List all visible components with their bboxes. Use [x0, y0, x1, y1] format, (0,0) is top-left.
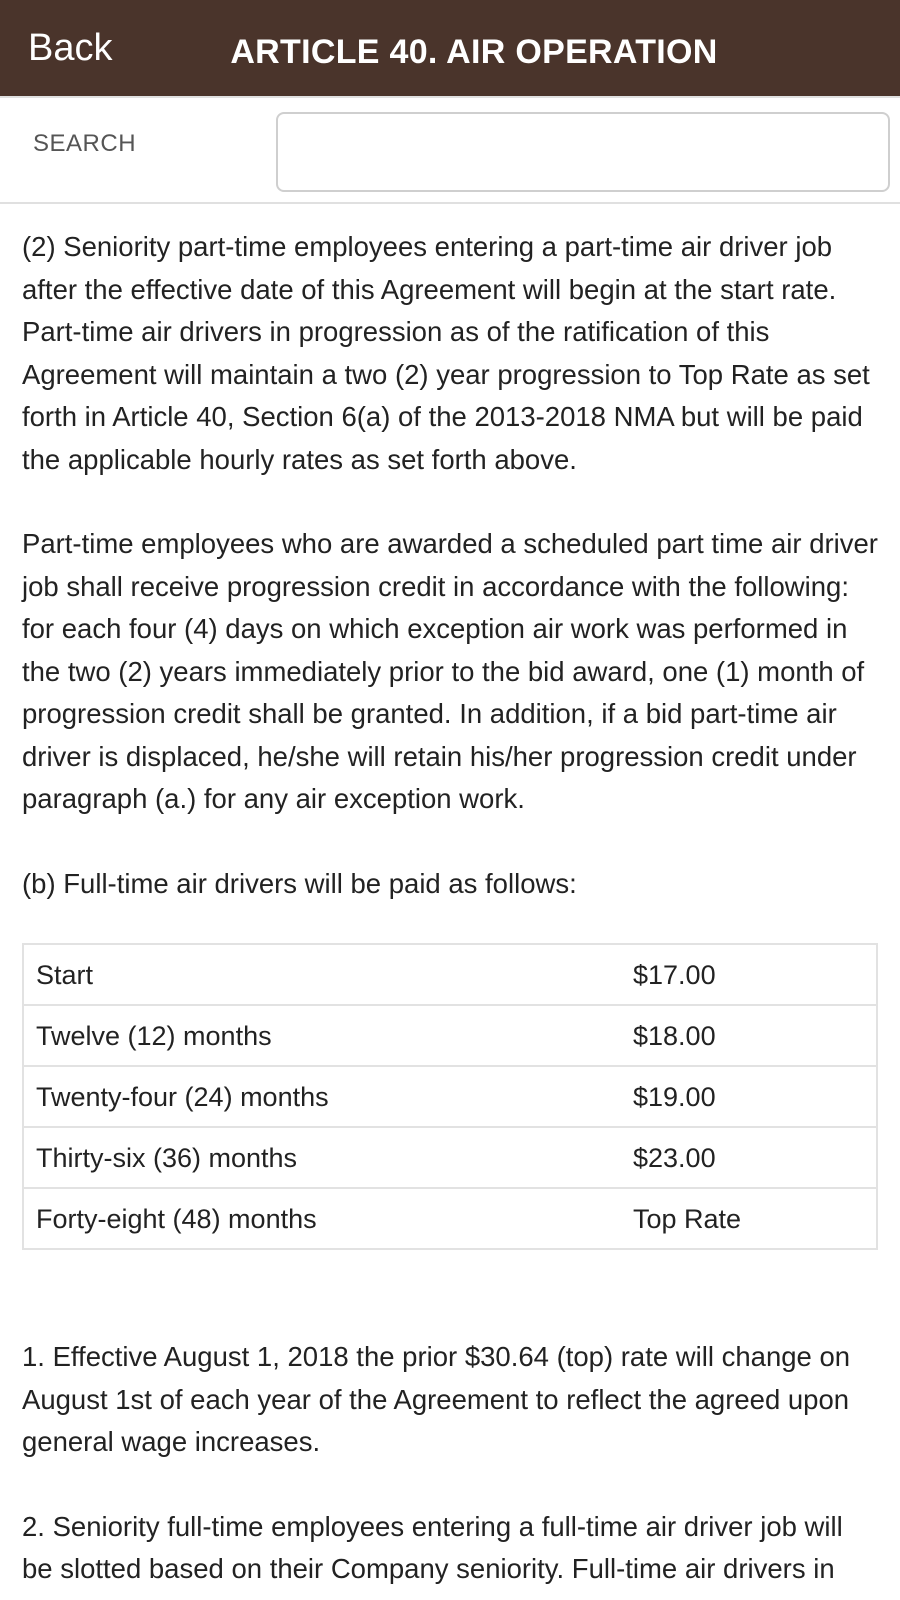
- paragraph-wage-increase: 1. Effective August 1, 2018 the prior $30.64 (top) rate will change on August 1st of each year of the Agreement to reflect the agreed upon general wage increases.: [22, 1341, 851, 1457]
- rate-cell: $17.00: [621, 944, 877, 1005]
- rate-cell: $23.00: [621, 1127, 877, 1188]
- table-row: [23, 1066, 877, 1127]
- rate-cell: $19.00: [621, 1066, 877, 1127]
- back-button[interactable]: Back: [28, 27, 113, 69]
- period-cell: Twenty-four (24) months: [23, 1066, 621, 1127]
- paragraph-full-time-slotting: 2. Seniority full-time employees entering a full-time air driver job will be slotted based on their Company seniority. Full-time air drivers in: [22, 1510, 843, 1584]
- post-table-section: [22, 1336, 880, 1591]
- top-header: [0, 0, 900, 96]
- paragraph-part-time-start-rate: (2) Seniority part-time employees entering a part-time air driver job after the effective date of this Agreement will begin at the start rate. Part-time air drivers in progression as of the ratification of this Agreement will maintain a two (2) year progression to Top Rate as set forth in Article 40, Section 6(a) of the 2013-2018 NMA but will be paid the applicable hourly rates as set forth above.: [22, 231, 870, 475]
- search-label: SEARCH: [33, 130, 137, 157]
- pay-rate-table: [22, 943, 878, 1250]
- period-cell: Twelve (12) months: [23, 1005, 621, 1066]
- table-row: [23, 1005, 877, 1066]
- page-title: ARTICLE 40. AIR OPERATION: [230, 33, 718, 71]
- period-cell: Start: [23, 944, 621, 1005]
- period-cell: Thirty-six (36) months: [23, 1127, 621, 1188]
- search-input[interactable]: [276, 112, 890, 192]
- table-row: [23, 1127, 877, 1188]
- paragraph-progression-credit: Part-time employees who are awarded a scheduled part time air driver job shall receive progression credit in accordance with the following: for each four (4) days on which exception air work was performed in the two (2) years immediately prior to the bid award, one (1) month of progression credit shall be granted. In addition, if a bid part-time air driver is displaced, he/she will retain his/her progression credit under paragraph (a.) for any air exception work.: [22, 528, 878, 814]
- article-content: [22, 226, 880, 1600]
- paragraph-full-time-pay-intro: (b) Full-time air drivers will be paid as follows:: [22, 867, 577, 899]
- search-bar: [0, 96, 900, 204]
- period-cell: Forty-eight (48) months: [36, 1203, 317, 1234]
- rate-cell: Top Rate: [633, 1203, 742, 1234]
- rate-cell: $18.00: [621, 1005, 877, 1066]
- table-row: [23, 1188, 877, 1249]
- table-row: [23, 944, 877, 1005]
